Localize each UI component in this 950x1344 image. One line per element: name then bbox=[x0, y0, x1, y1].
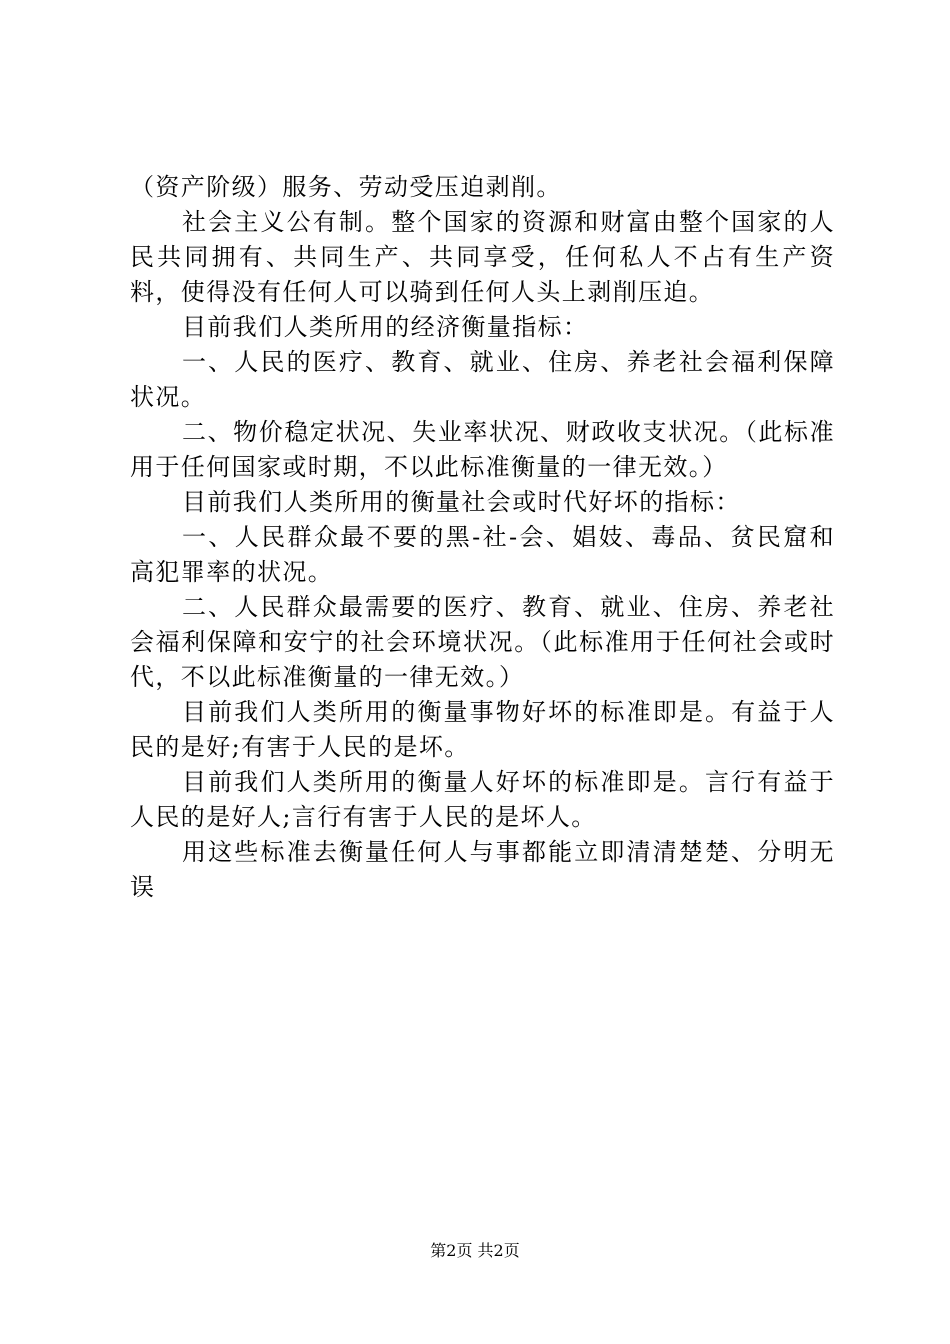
paragraph-things-standard: 目前我们人类所用的衡量事物好坏的标准即是。有益于人民的是好;有害于人民的是坏。 bbox=[130, 698, 835, 761]
paragraph-economic-indicator-2: 二、物价稳定状况、失业率状况、财政收支状况。（此标准用于任何国家或时期，不以此标准衡量的一律无效。） bbox=[130, 418, 835, 481]
paragraph-society-indicator-1: 一、人民群众最不要的黑-社-会、娼妓、毒品、贫民窟和高犯罪率的状况。 bbox=[130, 523, 835, 586]
paragraph-society-indicator-2: 二、人民群众最需要的医疗、教育、就业、住房、养老社会福利保障和安宁的社会环境状况。（此标准用于任何社会或时代，不以此标准衡量的一律无效。） bbox=[130, 593, 835, 691]
paragraph-society-indicators-heading: 目前我们人类所用的衡量社会或时代好坏的指标： bbox=[182, 488, 741, 516]
page-number-footer: 第2页 共2页 bbox=[430, 1241, 520, 1260]
paragraph-economic-indicator-1: 一、人民的医疗、教育、就业、住房、养老社会福利保障状况。 bbox=[130, 348, 835, 411]
paragraph-public-ownership: 社会主义公有制。整个国家的资源和财富由整个国家的人民共同拥有、共同生产、共同享受，任何私人不占有生产资料，使得没有任何人可以骑到任何人头上剥削压迫。 bbox=[130, 208, 835, 306]
paragraph-conclusion: 用这些标准去衡量任何人与事都能立即清清楚楚、分明无误 bbox=[130, 838, 835, 901]
paragraph-continuation: （资产阶级）服务、劳动受压迫剥削。 bbox=[130, 173, 562, 201]
paragraph-economic-indicators-heading: 目前我们人类所用的经济衡量指标： bbox=[182, 313, 589, 341]
document-body bbox=[130, 170, 835, 905]
paragraph-people-standard: 目前我们人类所用的衡量人好坏的标准即是。言行有益于人民的是好人;言行有害于人民的是坏人。 bbox=[130, 768, 835, 831]
